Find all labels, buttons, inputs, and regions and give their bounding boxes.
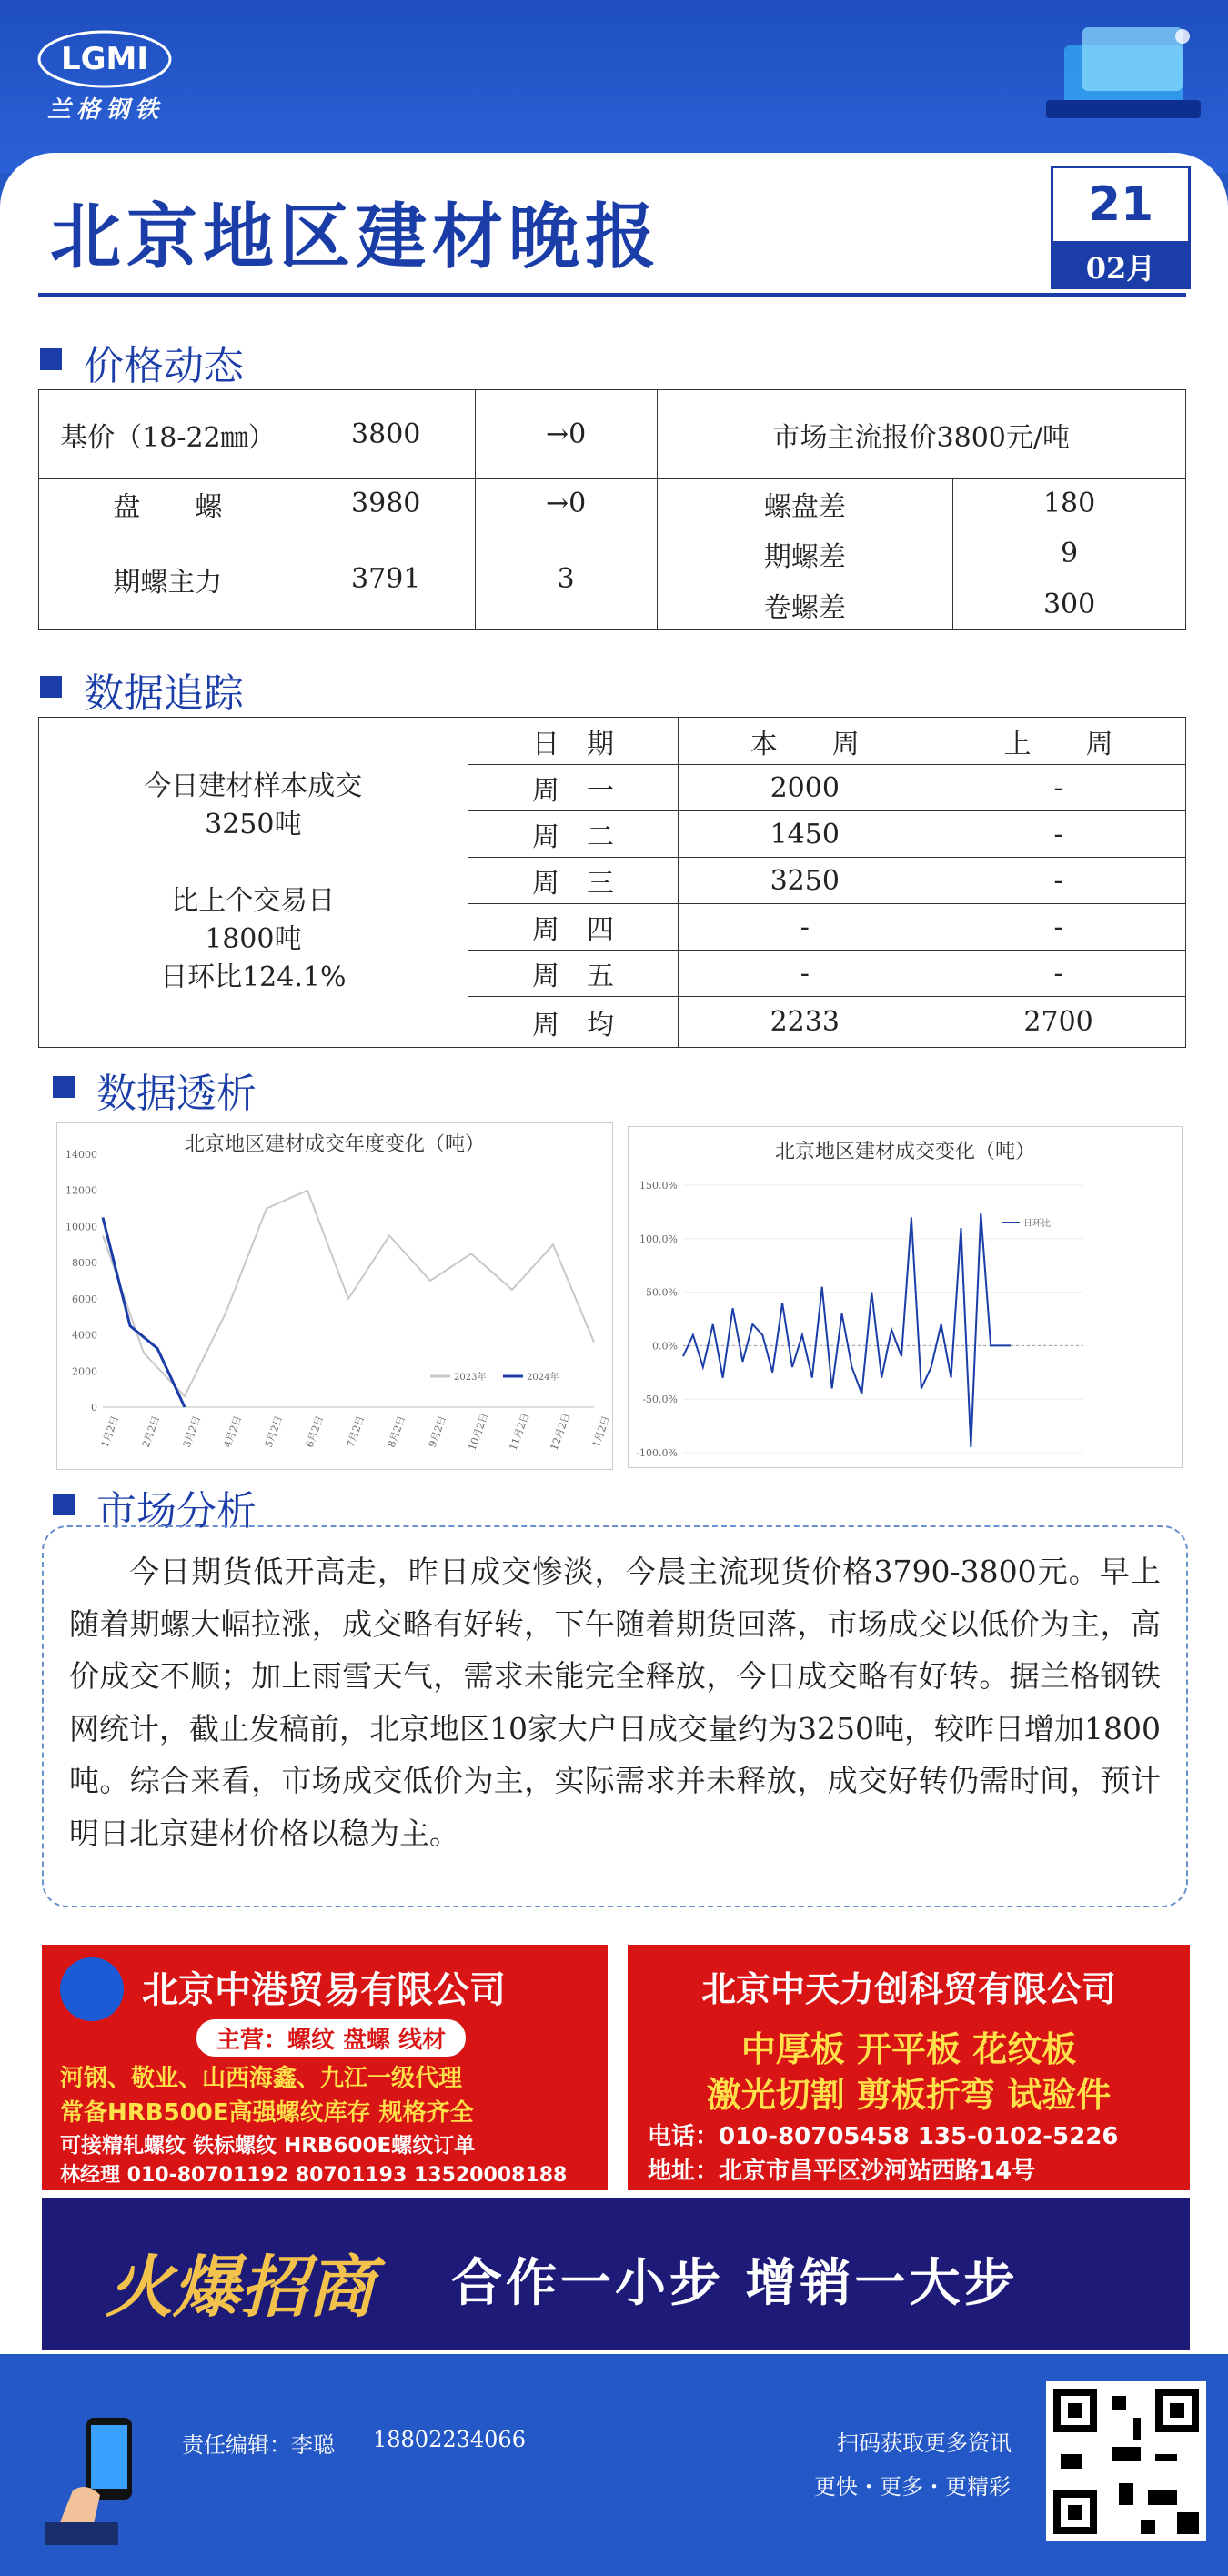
x-tick-label: 4月2日 [221, 1414, 245, 1450]
section-marker-icon [40, 676, 67, 703]
series-line [103, 1191, 594, 1396]
x-tick-label: 11月2日 [507, 1411, 532, 1453]
section-track-heading [40, 660, 244, 719]
page-title: 北京地区建材晚报 [50, 196, 662, 278]
summary-line: 1800吨 [205, 923, 302, 955]
x-tick-label: 10月2日 [466, 1411, 491, 1453]
y-tick-label: -100.0% [636, 1447, 678, 1459]
x-tick-label: 5月2日 [262, 1414, 286, 1450]
ad-slogan: 合作一小步 增销一大步 [451, 2254, 1019, 2313]
qr-code[interactable] [1046, 2381, 1206, 2541]
this-week-cell: - [679, 951, 931, 997]
section-track-label: 数据追踪 [84, 670, 244, 717]
analysis-text: 今日期货低开高走，昨日成交惨淡，今晨主流现货价格3790-3800元。早上随着期螺大幅拉涨，成交略有好转，下午随着期货回落，市场成交以低价为主，高价成交不顺；加上雨雪天气，需求未能完全释放，今日成交略有好转。据兰格钢铁网统计，截止发稿前，北京地区10家大户日成交量约为3250吨，较昨日增加1800吨。综合来看，市场成交低价为主，实际需求并未释放，成交好转仍需时间，预计明日北京建材价格以稳为主。 [69, 1554, 1161, 1851]
y-tick-label: 8000 [72, 1257, 97, 1270]
y-tick-label: 2000 [72, 1365, 97, 1378]
col-header: 上 周 [931, 718, 1186, 765]
daily-summary [39, 718, 468, 1048]
series-line [683, 1213, 1011, 1447]
section-marker-icon [40, 348, 67, 376]
title-rule [38, 293, 1186, 297]
chart-title: 北京地区建材成交年度变化（吨） [184, 1133, 486, 1156]
ad-recruit-banner[interactable] [42, 2198, 1190, 2350]
x-tick-label: 6月2日 [303, 1414, 327, 1450]
this-week-cell: 1450 [679, 811, 931, 858]
summary-line: 3250吨 [205, 809, 302, 840]
legend-label: 2024年 [527, 1373, 559, 1383]
annual-volume-svg [57, 1123, 612, 1469]
ad-big-text: 火爆招商 [106, 2249, 375, 2327]
y-tick-label: -50.0% [642, 1394, 678, 1406]
day-cell: 周 一 [468, 765, 679, 811]
footer [0, 2354, 1228, 2576]
date-month: 02月 [1051, 244, 1191, 289]
spread-value: 9 [953, 528, 1186, 579]
price-table [38, 389, 1186, 630]
ad-company-name: 北京中天力创科贸有限公司 [700, 1969, 1116, 2009]
daily-change-svg [629, 1127, 1182, 1467]
company-logo-icon [60, 1957, 124, 2021]
y-tick-label: 150.0% [639, 1180, 678, 1192]
x-tick-label: 2月2日 [139, 1414, 163, 1450]
spread-label: 期螺差 [657, 528, 953, 579]
price-change: →0 [475, 479, 657, 528]
price-change: →0 [475, 390, 657, 479]
day-cell: 周 三 [468, 858, 679, 904]
this-week-cell: 2233 [679, 997, 931, 1048]
scan-hint: 扫码获取更多资讯 [837, 2430, 1012, 2456]
y-tick-label: 4000 [72, 1329, 97, 1342]
daily-change-chart [628, 1126, 1183, 1468]
svg-text:LGMI: LGMI [60, 41, 149, 77]
price-row-name: 盘 螺 [39, 479, 297, 528]
phone-hand-icon [36, 2409, 182, 2545]
tech-illustration [1028, 9, 1219, 164]
y-tick-label: 100.0% [639, 1233, 678, 1245]
y-tick-label: 12000 [65, 1184, 97, 1197]
x-tick-label: 1月2日 [589, 1414, 612, 1450]
ad-line: 可接精轧螺纹 铁标螺纹 HRB600E螺纹订单 [60, 2134, 476, 2158]
spread-value: 180 [953, 479, 1186, 528]
logo-subtitle: 兰格钢铁 [47, 96, 165, 124]
summary-line: 日环比124.1% [160, 961, 347, 993]
price-change: 3 [475, 528, 657, 630]
this-week-cell: - [679, 904, 931, 951]
footer-tagline: 更快・更多・更精彩 [814, 2474, 1011, 2500]
last-week-cell: 2700 [931, 997, 1186, 1048]
ad-zhonggang[interactable] [42, 1945, 608, 2190]
this-week-cell: 2000 [679, 765, 931, 811]
x-tick-label: 3月2日 [180, 1414, 204, 1450]
ad-phone: 电话：010-80705458 135-0102-5226 [648, 2123, 1119, 2150]
y-tick-label: 0 [91, 1402, 97, 1414]
price-row-name: 基价（18-22㎜） [39, 390, 297, 479]
y-tick-label: 50.0% [646, 1286, 678, 1299]
y-tick-label: 6000 [72, 1293, 97, 1305]
section-price-label: 价格动态 [84, 343, 244, 389]
spread-value: 300 [953, 579, 1186, 630]
day-cell: 周 四 [468, 904, 679, 951]
editor: 责任编辑：李聪 [182, 2432, 335, 2458]
section-marker-icon [53, 1494, 80, 1521]
x-tick-label: 8月2日 [385, 1414, 408, 1450]
price-value: 3791 [297, 528, 475, 630]
last-week-cell: - [931, 904, 1186, 951]
summary-line: 今日建材样本成交 [144, 770, 363, 802]
x-tick-label: 12月2日 [548, 1411, 573, 1453]
ad-line: 河钢、敬业、山西海鑫、九江一级代理 [60, 2065, 463, 2092]
price-row-name: 期螺主力 [39, 528, 297, 630]
last-week-cell: - [931, 858, 1186, 904]
section-analysis-label: 市场分析 [96, 1488, 257, 1535]
ad-zhongtianli[interactable] [628, 1945, 1190, 2190]
x-tick-label: 9月2日 [426, 1414, 449, 1450]
section-price-heading [40, 333, 244, 391]
series-line [103, 1218, 185, 1408]
editor-phone: 18802234066 [373, 2427, 526, 2452]
day-cell: 周 二 [468, 811, 679, 858]
track-table [38, 717, 1186, 1048]
legend-label: 2023年 [454, 1373, 487, 1383]
col-header: 本 周 [679, 718, 931, 765]
x-tick-label: 7月2日 [344, 1414, 367, 1450]
col-header: 日 期 [468, 718, 679, 765]
ad-contact: 林经理 010-80701192 80701193 13520008188 [60, 2164, 568, 2187]
ad-line: 常备HRB500E高强螺纹库存 规格齐全 [60, 2099, 474, 2127]
x-tick-label: 1月2日 [98, 1414, 122, 1450]
section-marker-icon [53, 1076, 80, 1103]
y-tick-label: 14000 [65, 1149, 97, 1161]
summary-line: 比上个交易日 [171, 885, 336, 917]
chart-title: 北京地区建材成交变化（吨） [774, 1141, 1036, 1163]
ad-company-name: 北京中港贸易有限公司 [142, 1969, 506, 2011]
date-day: 21 [1051, 166, 1191, 244]
ad-line: 激光切割 剪板折弯 试验件 [706, 2075, 1112, 2115]
day-cell: 周 五 [468, 951, 679, 997]
analysis-box [42, 1525, 1188, 1907]
ad-main-business: 主营：螺纹 盘螺 线材 [196, 2019, 466, 2057]
y-tick-label: 0.0% [652, 1340, 678, 1353]
annual-volume-chart [56, 1122, 613, 1470]
ad-line: 中厚板 开平板 花纹板 [740, 2029, 1077, 2069]
last-week-cell: - [931, 765, 1186, 811]
legend-label: 日环比 [1023, 1219, 1051, 1229]
y-tick-label: 10000 [65, 1221, 97, 1233]
lgmi-logo [36, 27, 173, 91]
qr-code-icon [1046, 2381, 1206, 2541]
spread-label: 螺盘差 [657, 479, 953, 528]
last-week-cell: - [931, 951, 1186, 997]
section-insight-heading [53, 1061, 257, 1119]
day-cell: 周 均 [468, 997, 679, 1048]
ad-address: 地址：北京市昌平区沙河站西路14号 [648, 2158, 1036, 2185]
this-week-cell: 3250 [679, 858, 931, 904]
price-value: 3800 [297, 390, 475, 479]
section-insight-label: 数据透析 [96, 1071, 257, 1117]
price-value: 3980 [297, 479, 475, 528]
price-note: 市场主流报价3800元/吨 [657, 390, 1186, 479]
last-week-cell: - [931, 811, 1186, 858]
spread-label: 卷螺差 [657, 579, 953, 630]
